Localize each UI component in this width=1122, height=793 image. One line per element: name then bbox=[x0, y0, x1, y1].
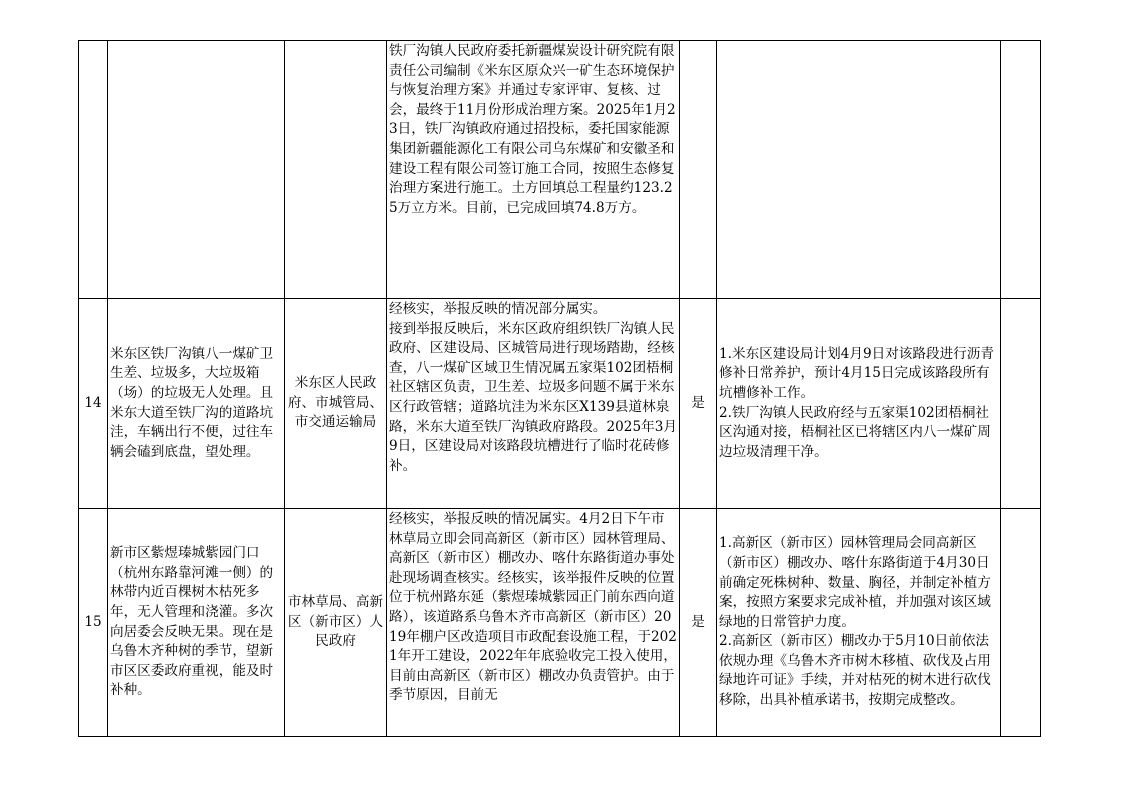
measure-item: 2.高新区（新市区）棚改办于5月10日前依法依规办理《乌鲁木齐市树木移植、砍伐及占用绿地许可证》手续，并对枯死的树木进行砍伐移除，出具补植承诺书，按期完成整改。 bbox=[719, 633, 991, 709]
measure-item: 1.米东区建设局计划4月9日对该路段进行沥青修补日常养护，预计4月15日完成该路段所有坑槽修补工作。 bbox=[719, 345, 994, 401]
result-paragraph: 经核实，举报反映的情况部分属实。 bbox=[389, 301, 607, 317]
measures-cell bbox=[717, 41, 1001, 299]
unit-cell: 米东区人民政府、市城管局、市交通运输局 bbox=[285, 299, 387, 509]
remark-cell bbox=[1001, 41, 1041, 299]
table-row bbox=[79, 509, 1041, 737]
measure-item: 2.铁厂沟镇人民政府经与五家渠102团梧桐社区沟通对接，梧桐社区已将辖区内八一煤矿周边垃圾清理干净。 bbox=[719, 404, 991, 460]
row-number: 15 bbox=[79, 509, 108, 737]
remark-cell bbox=[1001, 299, 1041, 509]
result-cell bbox=[387, 41, 680, 299]
verified-cell bbox=[680, 41, 717, 299]
remark-cell bbox=[1001, 509, 1041, 737]
issue-cell bbox=[108, 41, 285, 299]
issue-cell: 新市区紫煜瑧城紫园门口（杭州东路靠河滩一侧）的林带内近百棵树木枯死多年，无人管理和浇灌。多次向居委会反映无果。现在是乌鲁木齐种树的季节，望新市区区委政府重视，能及时补种。 bbox=[108, 509, 285, 737]
unit-cell: 市林草局、高新区（新市区）人民政府 bbox=[285, 509, 387, 737]
case-table bbox=[78, 40, 1041, 737]
result-paragraph: 铁厂沟镇人民政府委托新疆煤炭设计研究院有限责任公司编制《米东区原众兴一矿生态环境保护与恢复治理方案》并通过专家评审、复核、过会，最终于11月份形成治理方案。2025年1月23日，铁厂沟镇政府通过招投标，委托国家能源集团新疆能源化工有限公司乌东煤矿和安徽圣和建设工程有限公司签订施工合同，按照生态修复治理方案进行施工。土方回填总工程量约123.25万立方米。目前，已完成回填74.8万方。 bbox=[389, 43, 676, 216]
result-cell bbox=[387, 299, 680, 509]
result-paragraph: 经核实，举报反映的情况属实。4月2日下午市林草局立即会同高新区（新市区）园林管理局、高新区（新市区）棚改办、喀什东路街道办事处赴现场调查核实。经核实，该举报件反映的位置位于杭州路东延（紫煜瑧城紫园正门前东西向道路），该道路系乌鲁木齐市高新区（新市区）2019年棚户区改造项目市政配套设施工程，于2021年开工建设，2022年年底验收完工投入使用，目前由高新区（新市区）棚改办负责管护。由于季节原因，目前无 bbox=[389, 511, 677, 704]
table-row bbox=[79, 299, 1041, 509]
measure-item: 1.高新区（新市区）园林管理局会同高新区（新市区）棚改办、喀什东路街道于4月30日前确定死株树种、数量、胸径，并制定补植方案，按照方案要求完成补植，并加强对该区域绿地的日常管护力度。 bbox=[719, 535, 991, 630]
row-number: 14 bbox=[79, 299, 108, 509]
row-number bbox=[79, 41, 108, 299]
issue-cell: 米东区铁厂沟镇八一煤矿卫生差、垃圾多，大垃圾箱（场）的垃圾无人处理。且米东大道至铁厂沟的道路坑洼，车辆出行不便，过往车辆会磕到底盘，望处理。 bbox=[108, 299, 285, 509]
unit-cell bbox=[285, 41, 387, 299]
verified-cell: 是 bbox=[680, 299, 717, 509]
result-cell bbox=[387, 509, 680, 737]
measures-cell bbox=[717, 299, 1001, 509]
verified-cell: 是 bbox=[680, 509, 717, 737]
table-row bbox=[79, 41, 1041, 299]
measures-cell bbox=[717, 509, 1001, 737]
result-paragraph: 接到举报反映后，米东区政府组织铁厂沟镇人民政府、区建设局、区城管局进行现场踏勘，经核查，八一煤矿区域卫生情况属五家渠102团梧桐社区辖区负责，卫生差、垃圾多问题不属于米东区行政管辖；道路坑洼为米东区X139县道林泉路，米东大道至铁厂沟镇政府路段。2025年3月9日，区建设局对该路段坑槽进行了临时花砖修补。 bbox=[389, 320, 677, 474]
